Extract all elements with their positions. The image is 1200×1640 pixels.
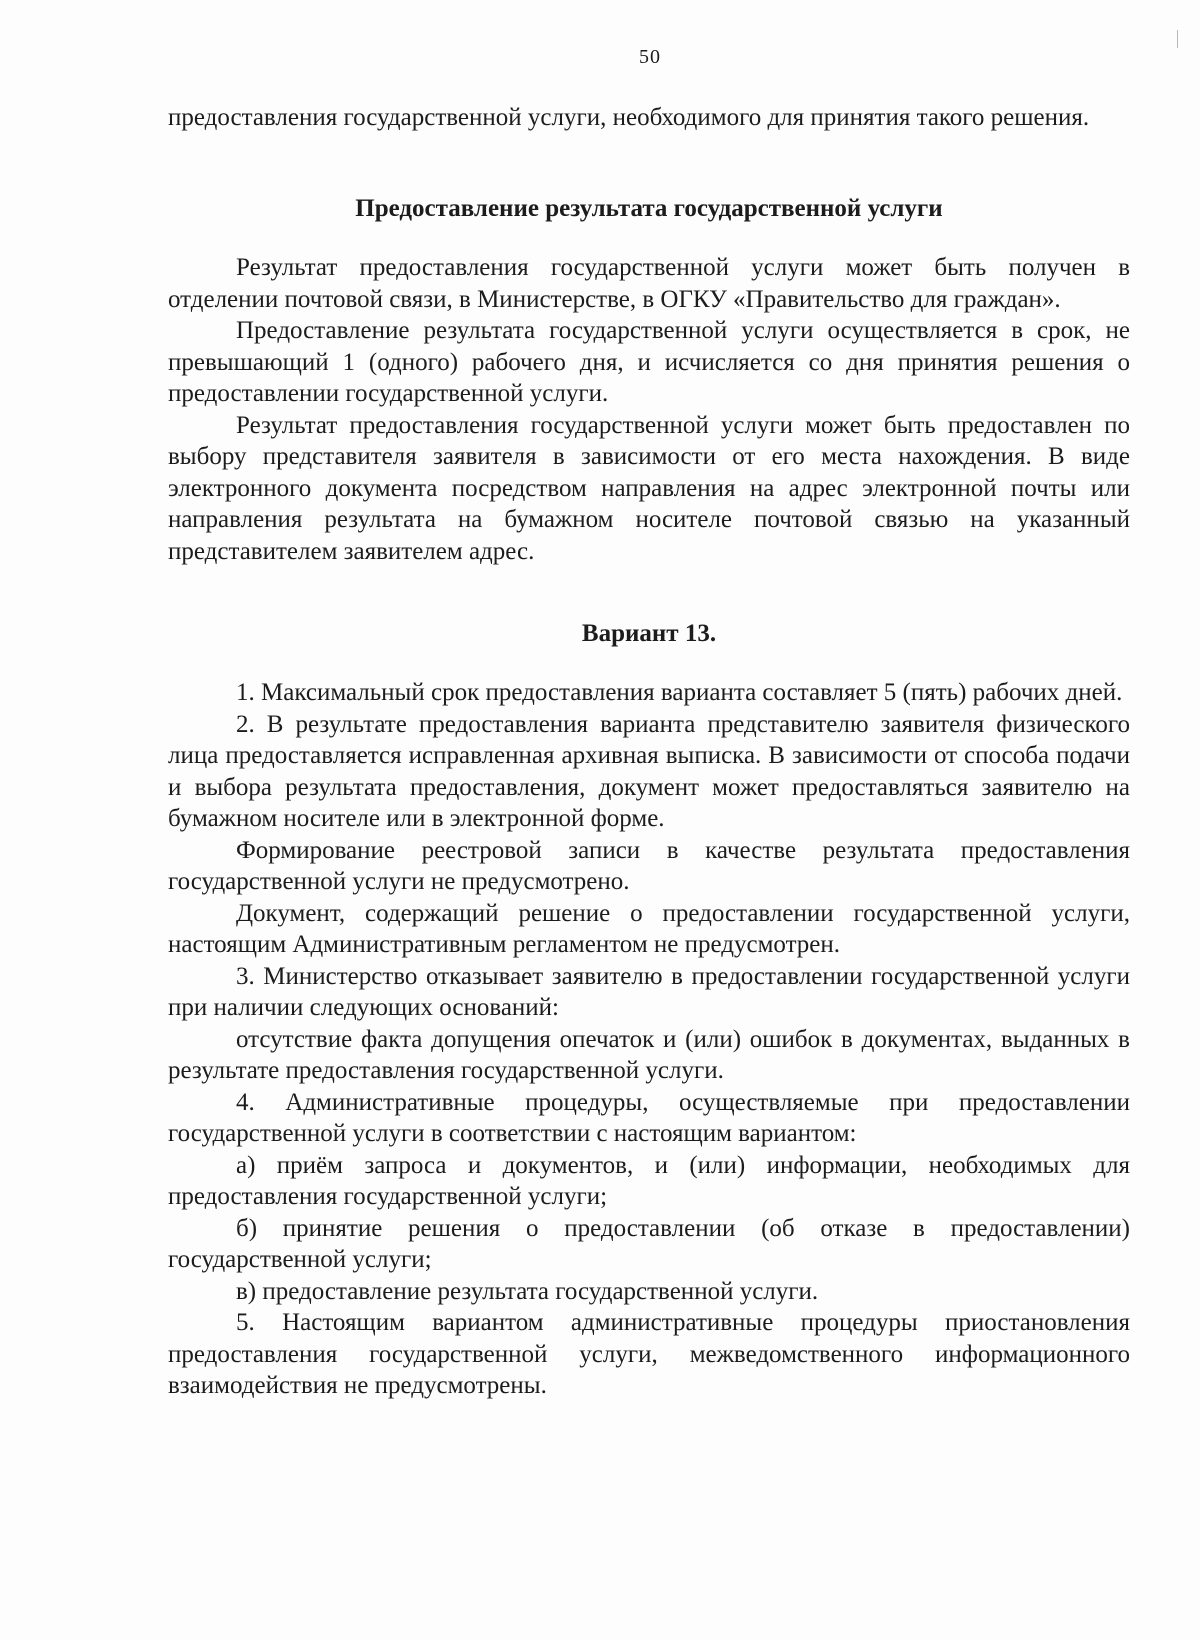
paragraph-result-location: Результат предоставления государственной услуги может быть получен в отделении почтовой связи, в Министерстве, в ОГКУ «Правительство для граждан».: [168, 254, 1130, 313]
variant-paragraph-registry: Формирование реестровой записи в качестве результата предоставления государственной услуги не предусмотрено.: [168, 836, 1130, 895]
variant-subitem-b: б) принятие решения о предоставлении (об отказе в предоставлении) государственной услуги;: [168, 1214, 1130, 1273]
variant-item-4: 4. Административные процедуры, осуществляемые при предоставлении государственной услуги в соответствии с настоящим вариантом:: [168, 1088, 1130, 1147]
section-body: [168, 252, 1130, 567]
variant-paragraph-document: Документ, содержащий решение о предоставлении государственной услуги, настоящим Административным регламентом не предусмотрен.: [168, 899, 1130, 958]
variant-subitem-a: а) приём запроса и документов, и (или) информации, необходимых для предоставления государственной услуги;: [168, 1151, 1130, 1210]
intro-fragment-block: [168, 102, 1130, 134]
section-heading: Предоставление результата государственной услуги: [355, 195, 943, 222]
paragraph-result-term: Предоставление результата государственной услуги осуществляется в срок, не превышающий 1 (одного) рабочего дня, и исчисляется со дня принятия решения о предоставлении государственной услуги.: [168, 317, 1130, 407]
variant-item-3: 3. Министерство отказывает заявителю в предоставлении государственной услуги при наличии следующих оснований:: [168, 962, 1130, 1021]
intro-fragment: предоставления государственной услуги, необходимого для принятия такого решения.: [168, 104, 1090, 131]
page-number: 50: [639, 46, 661, 68]
variant-body: [168, 677, 1130, 1402]
variant-subitem-v: в) предоставление результата государственной услуги.: [236, 1277, 819, 1305]
variant-heading: Вариант 13.: [581, 620, 717, 647]
paragraph-result-delivery: Результат предоставления государственной услуги может быть предоставлен по выбору представителя заявителя в зависимости от его места нахождения. В виде электронного документа посредством направления на адрес электронной почты или направления результата на бумажном носителе почтовой связью на указанный представителем заявителем адрес.: [168, 411, 1130, 565]
variant-item-5: 5. Настоящим вариантом административные процедуры приостановления предоставления государственной услуги, межведомственного информационного взаимодействия не предусмотрены.: [168, 1309, 1130, 1399]
variant-paragraph-refusal-ground: отсутствие факта допущения опечаток и (или) ошибок в документах, выданных в результате предоставления государственной услуги.: [168, 1025, 1130, 1084]
variant-item-2: 2. В результате предоставления варианта представителю заявителя физического лица предоставляется исправленная архивная выписка. В зависимости от способа подачи и выбора результата предоставления, документ может предоставляться заявителю на бумажном носителе или в электронной форме.: [168, 710, 1130, 832]
variant-item-1: 1. Максимальный срок предоставления варианта составляет 5 (пять) рабочих дней.: [236, 679, 1123, 706]
